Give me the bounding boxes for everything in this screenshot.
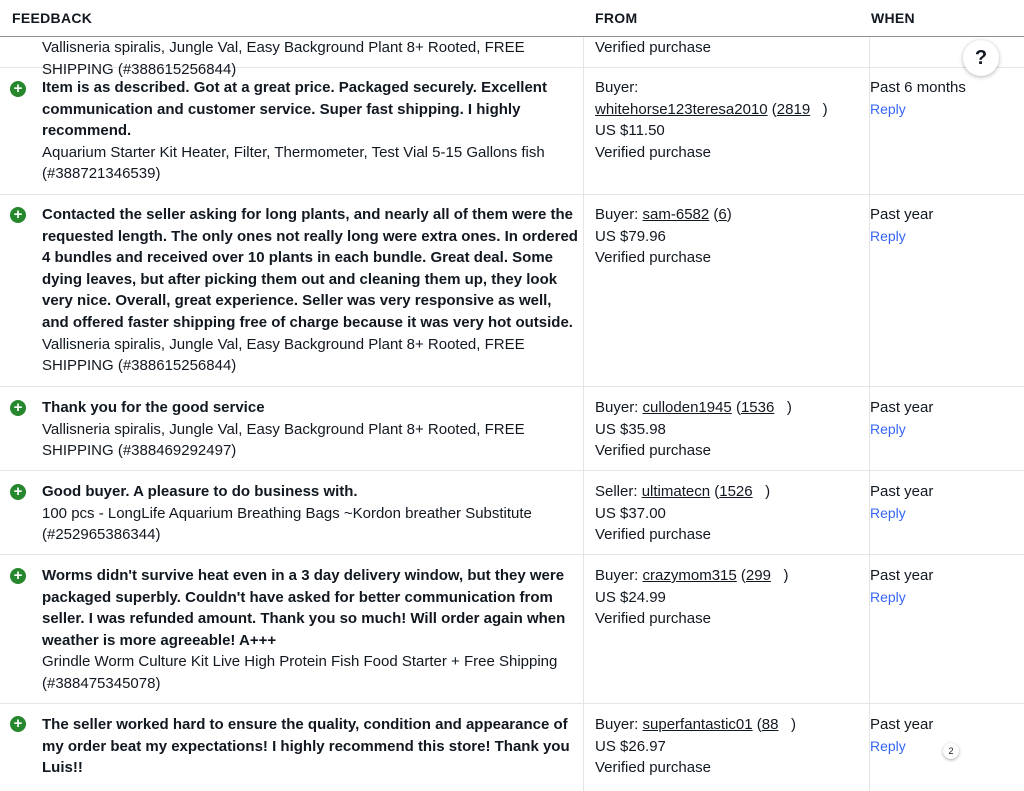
- time-period: Past year: [870, 567, 934, 584]
- feedback-cell: [42, 204, 582, 377]
- member-info: Buyer: whitehorse123teresa2010 (2819 ): [595, 79, 828, 118]
- time-period: Past year: [870, 483, 934, 500]
- from-cell: [595, 565, 865, 630]
- from-cell: [595, 397, 865, 462]
- verified-purchase: Verified purchase: [595, 143, 711, 161]
- when-cell: [870, 77, 1020, 120]
- member-link[interactable]: crazymom315: [642, 567, 737, 584]
- price: US $11.50: [595, 122, 665, 140]
- from-cell: [595, 77, 865, 163]
- member-info: Buyer: sam-6582 (6): [595, 206, 732, 223]
- price: US $26.97: [595, 737, 666, 755]
- reply-link[interactable]: Reply: [870, 227, 906, 244]
- when-cell: [870, 397, 1020, 440]
- item-title: Vallisneria spiralis, Jungle Val, Easy Background Plant 8+ Rooted, FREE SHIPPING (#388469292497): [42, 420, 525, 460]
- table-row: [0, 704, 1024, 791]
- from-cell: [595, 481, 865, 546]
- when-column-header: WHEN: [871, 10, 915, 26]
- item-title: 100 pcs - LongLife Aquarium Breathing Bags ~Kordon breather Substitute (#252965386344): [42, 504, 532, 544]
- table-row: [0, 471, 1024, 555]
- table-row: [0, 555, 1024, 704]
- member-info: Seller: ultimatecn (1526 ): [595, 483, 771, 500]
- member-link[interactable]: whitehorse123teresa2010: [595, 100, 768, 118]
- feedback-score[interactable]: 88: [761, 716, 779, 733]
- when-cell: [870, 481, 1020, 524]
- member-info: Buyer: crazymom315 (299 ): [595, 567, 789, 584]
- member-link[interactable]: sam-6582: [642, 206, 710, 223]
- member-role: Buyer:: [595, 399, 639, 416]
- member-role: Buyer:: [595, 206, 639, 223]
- feedback-cell: [42, 565, 582, 695]
- feedback-comment: Item is as described. Got at a great price. Packaged securely. Excellent communication and customer service. Super fast shipping. I highly recommend.: [42, 79, 547, 140]
- verified-purchase: Verified purchase: [595, 39, 711, 56]
- page-indicator-badge[interactable]: 2: [943, 743, 959, 759]
- feedback-score[interactable]: 6: [718, 206, 727, 223]
- member-role: Buyer:: [595, 79, 639, 96]
- help-button[interactable]: ?: [963, 40, 999, 76]
- member-link[interactable]: culloden1945: [642, 399, 732, 416]
- from-cell: [595, 37, 865, 59]
- member-role: Buyer:: [595, 567, 639, 584]
- verified-purchase: Verified purchase: [595, 442, 711, 460]
- member-info: Buyer: culloden1945 (1536 ): [595, 399, 792, 416]
- positive-feedback-icon: +: [10, 484, 26, 500]
- table-header: [0, 0, 1024, 37]
- when-cell: [870, 565, 1020, 608]
- time-period: Past 6 months: [870, 79, 966, 96]
- item-title: Aquarium Starter Kit Heater, Filter, Thermometer, Test Vial 5-15 Gallons fish (#388721346539): [42, 143, 545, 183]
- from-cell: [595, 204, 865, 269]
- positive-feedback-icon: +: [10, 568, 26, 584]
- member-info: Buyer: superfantastic01 (88 ): [595, 716, 796, 733]
- verified-purchase: Verified purchase: [595, 526, 711, 544]
- member-role: Seller:: [595, 483, 638, 500]
- verified-purchase: Verified purchase: [595, 610, 711, 628]
- feedback-comment: Thank you for the good service: [42, 399, 265, 416]
- when-cell: [870, 204, 1020, 247]
- feedback-cell: [42, 397, 582, 462]
- item-title: Grindle Worm Culture Kit Live High Protein Fish Food Starter + Free Shipping (#388475345078): [42, 653, 558, 692]
- price: US $24.99: [595, 588, 666, 606]
- feedback-comment: Good buyer. A pleasure to do business with.: [42, 483, 358, 500]
- positive-feedback-icon: +: [10, 716, 26, 732]
- item-title: Vallisneria spiralis, Jungle Val, Easy Background Plant 8+ Rooted, FREE SHIPPING (#388615256844): [42, 39, 525, 78]
- reply-link[interactable]: Reply: [870, 504, 906, 521]
- verified-purchase: Verified purchase: [595, 759, 711, 777]
- feedback-cell: [42, 481, 582, 546]
- member-link[interactable]: superfantastic01: [642, 716, 753, 733]
- feedback-score[interactable]: 1536: [740, 399, 775, 416]
- feedback-cell: [42, 77, 582, 185]
- feedback-comment: Contacted the seller asking for long plants, and nearly all of them were the requested length. The only ones not really long were extra ones. In ordered 4 bundles and received over 10 plants in each bundle. Great deal. Some dying leaves, but after picking them out and cleaning them up, they look very nice. Overall, great experience. Seller was very responsive as well, and offered faster shipping free of charge because it was very hot outside.: [42, 206, 578, 331]
- feedback-cell: [42, 714, 582, 779]
- price: US $79.96: [595, 227, 666, 245]
- feedback-score[interactable]: 1526: [719, 483, 753, 500]
- from-column-header: FROM: [595, 10, 638, 26]
- feedback-score[interactable]: 299: [745, 567, 771, 584]
- feedback-score[interactable]: 2819: [776, 100, 811, 118]
- reply-link[interactable]: Reply: [870, 100, 906, 117]
- feedback-comment: Worms didn't survive heat even in a 3 day delivery window, but they were packaged superbly. Couldn't have asked for better communication from seller. I was refunded amount. Thank you so much! Will order again when weather is more agreeable! A+++: [42, 567, 566, 649]
- price: US $35.98: [595, 420, 666, 438]
- reply-link[interactable]: Reply: [870, 588, 906, 605]
- reply-link[interactable]: Reply: [870, 420, 906, 437]
- time-period: Past year: [870, 716, 934, 733]
- table-row: [0, 195, 1024, 387]
- verified-purchase: Verified purchase: [595, 249, 711, 267]
- table-row: [0, 387, 1024, 471]
- member-role: Buyer:: [595, 716, 639, 733]
- item-title: Vallisneria spiralis, Jungle Val, Easy Background Plant 8+ Rooted, FREE SHIPPING (#388615256844): [42, 335, 525, 375]
- member-link[interactable]: ultimatecn: [641, 483, 711, 500]
- positive-feedback-icon: +: [10, 81, 26, 97]
- feedback-column-header: FEEDBACK: [12, 10, 93, 26]
- table-row: [0, 67, 1024, 195]
- from-cell: [595, 714, 865, 779]
- positive-feedback-icon: +: [10, 207, 26, 223]
- time-period: Past year: [870, 399, 934, 416]
- reply-link[interactable]: Reply: [870, 737, 906, 754]
- time-period: Past year: [870, 206, 934, 223]
- table-row: [0, 37, 1024, 78]
- feedback-comment: The seller worked hard to ensure the quality, condition and appearance of my order beat my expectations! I highly recommend this store! Thank you Luis!!: [42, 716, 570, 777]
- positive-feedback-icon: +: [10, 400, 26, 416]
- price: US $37.00: [595, 504, 666, 522]
